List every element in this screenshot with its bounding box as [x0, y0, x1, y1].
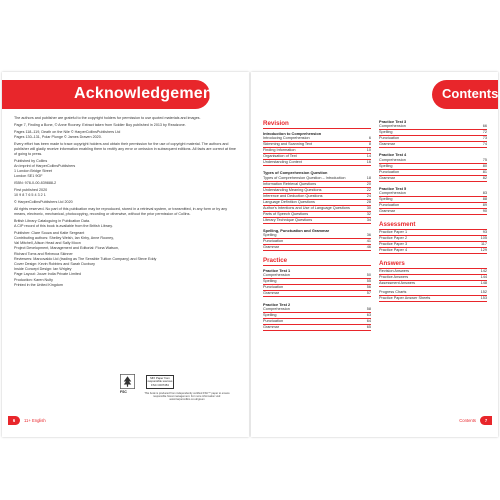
group-heading: Practice Test 3	[379, 118, 407, 124]
spacer	[379, 148, 487, 151]
entry-label: Understanding Context	[263, 159, 302, 164]
entry-label: Practice Paper 1	[379, 230, 408, 235]
entry-label: Practice Paper 2	[379, 236, 408, 241]
group-heading: Practice Test 1	[263, 267, 291, 273]
entry-label: Practice Paper Answer Sheets	[379, 296, 431, 301]
entry-page: 153	[480, 296, 487, 301]
isbn: ISBN: 978-0-00-839888-2	[14, 181, 57, 186]
entry-page: 16	[366, 159, 371, 164]
spacer	[379, 254, 487, 257]
contents-column-1	[263, 117, 371, 331]
copyright-line: © HarperCollinsPublishers Ltd 2020	[14, 200, 73, 204]
entry-page: 24	[366, 193, 371, 198]
entry-page: 36	[366, 233, 371, 238]
entry-page: 72	[482, 129, 487, 134]
entry-page: 50	[366, 273, 371, 278]
entry-label: Literary Technique Questions	[263, 217, 313, 222]
entry-page: 30	[366, 205, 371, 210]
publisher-address: Published by Collins An imprint of HarperCollinsPublishers 1 London Bridge Street London SE1 9GF	[14, 158, 76, 179]
entry-label: Grammar	[263, 245, 280, 250]
contents-entry[interactable]	[379, 296, 487, 302]
fsc-mix-box: MIX Paper from responsible sources FSC C007454	[146, 375, 174, 389]
entry-label: Spelling	[263, 312, 277, 317]
group-heading: Introduction to Comprehension	[263, 130, 322, 136]
entry-page: 58	[366, 306, 371, 311]
entry-page: 148	[480, 281, 487, 286]
fsc-certification	[120, 374, 240, 414]
entry-label: Revision Answers	[379, 269, 409, 274]
entry-page: 55	[366, 279, 371, 284]
entry-label: Spelling	[379, 129, 393, 134]
entry-page: 80	[482, 163, 487, 168]
entry-label: Grammar	[263, 324, 280, 329]
entry-label: Practice Answers	[379, 275, 409, 280]
entry-label: Author's Intentions and Use of Language Questions	[263, 205, 350, 210]
cip-record: British Library Cataloguing in Publication Data. A CIP record of this book is available from the British Library.	[14, 218, 113, 228]
entry-label: Punctuation	[263, 285, 284, 290]
entry-label: Practice Paper 4	[379, 248, 408, 253]
entry-label: Grammar	[379, 175, 396, 180]
entry-page: 34	[366, 217, 371, 222]
entry-page: 28	[366, 199, 371, 204]
entry-label: Comprehension	[379, 123, 406, 128]
group-heading: Spelling, Punctuation and Grammar	[263, 228, 330, 234]
section-heading-revision: Revision	[263, 120, 371, 129]
entry-label: Language Definition Questions	[263, 199, 315, 204]
entry-label: Comprehension	[379, 157, 406, 162]
acknowledgements-title: Acknowledgements	[74, 85, 228, 102]
entry-label: Punctuation	[379, 135, 400, 140]
spacer	[379, 182, 487, 185]
entry-page: 142	[480, 269, 487, 274]
entry-page: 22	[366, 187, 371, 192]
entry-page: 10	[366, 147, 371, 152]
entry-label: Punctuation	[263, 318, 284, 323]
entry-label: Assessment Answers	[379, 281, 416, 286]
entry-page: 63	[366, 312, 371, 317]
spacer	[263, 166, 371, 169]
spacer	[263, 297, 371, 300]
entry-label: Comprehension	[263, 306, 290, 311]
section-heading-answers: Answers	[379, 260, 487, 269]
ack-paragraph: Pages 118–119, Death on the Nile © HarperCollinsPublishers Ltd Pages 130–131, Polar Plunge © James Draven 2020.	[14, 129, 121, 139]
entry-page: 64	[366, 318, 371, 323]
group-heading: Types of Comprehension Question	[263, 170, 328, 176]
entry-page: 117	[480, 242, 487, 247]
entry-label: Spelling	[263, 279, 277, 284]
page-number: 7	[480, 416, 492, 425]
fsc-tree-icon	[120, 374, 135, 389]
entry-page: 57	[366, 291, 371, 296]
entry-page: 46	[366, 245, 371, 250]
edition-info: First published 2020 10 9 8 7 6 5 4 3 2 1	[14, 188, 48, 198]
entry-label: Understanding Meaning Questions	[263, 187, 322, 192]
group-heading: Practice Test 5	[379, 186, 407, 192]
entry-page: 66	[482, 123, 487, 128]
entry-label: Skimming and Scanning Text	[263, 141, 312, 146]
entry-label: Punctuation	[263, 239, 284, 244]
entry-label: Inference and Deduction Questions	[263, 193, 323, 198]
ack-paragraph: Page 7, Finding a Bone, © Anne Rooney. Extract taken from Soldier Boy published in 2013 by Readzone.	[14, 122, 186, 127]
entry-label: Spelling	[379, 197, 393, 202]
entry-page: 152	[480, 290, 487, 295]
spacer	[263, 224, 371, 227]
spacer	[263, 251, 371, 254]
credits: Publisher: Clare Souza and Katie Sergeant Contributing authors: Shelley Welsh, Ian Kirby, Anne Rooney, Val Mitchell, Alison Head and Sally Moon Project Development, Management and Editorial: Fiona Watson, Richard Toms and Rebecca Skinner Reviewers: Marcovaldo Ltd (trading as The Sensible Tuition Company) and Steve Eddy Cover Design: Kevin Robbins and Sarah Duxbury Inside Concept Design: Ian Wrigley Page Layout: Jouve India Private Limited Production: Karen Nulty Printed in the United Kingdom	[14, 230, 157, 287]
entry-page: 18	[366, 175, 371, 180]
entry-page: 83	[482, 191, 487, 196]
entry-page: 81	[482, 169, 487, 174]
entry-label: Information Retrieval Questions	[263, 181, 317, 186]
contents-title: Contents	[442, 86, 498, 101]
section-heading-practice: Practice	[263, 257, 371, 266]
entry-label: Grammar	[263, 291, 280, 296]
entry-page: 82	[482, 175, 487, 180]
entry-page: 41	[366, 239, 371, 244]
entry-page: 144	[480, 275, 487, 280]
entry-page: 75	[482, 157, 487, 162]
entry-page: 32	[366, 211, 371, 216]
acknowledgements-body	[14, 116, 236, 290]
entry-label: Comprehension	[263, 273, 290, 278]
entry-label: Grammar	[379, 209, 396, 214]
entry-page: 89	[482, 203, 487, 208]
group-heading: Practice Test 2	[263, 301, 291, 307]
acknowledgements-page	[2, 72, 249, 437]
entry-label: Spelling	[379, 163, 393, 168]
contents-column-2	[379, 117, 487, 302]
entry-label: Types of Comprehension Question – Introduction	[263, 175, 346, 180]
entry-page: 88	[482, 197, 487, 202]
spacer	[379, 215, 487, 218]
entry-page: 14	[366, 153, 371, 158]
contents-banner	[432, 80, 498, 109]
entry-page: 56	[366, 285, 371, 290]
left-footer	[2, 416, 72, 425]
entry-label: Progress Charts	[379, 290, 407, 295]
entry-page: 129	[480, 248, 487, 253]
entry-page: 74	[482, 141, 487, 146]
contents-page	[251, 72, 498, 437]
footer-label: 11+ English	[24, 418, 46, 423]
entry-label: Practice Paper 3	[379, 242, 408, 247]
entry-page: 8	[368, 141, 371, 146]
page-number: 6	[8, 416, 20, 425]
contents-entry[interactable]	[263, 325, 371, 331]
entry-label: Comprehension	[379, 191, 406, 196]
entry-label: Parts of Speech Questions	[263, 211, 309, 216]
entry-label: Introducing Comprehension	[263, 135, 310, 140]
entry-page: 90	[482, 209, 487, 214]
entry-label: Spelling	[263, 233, 277, 238]
entry-label: Grammar	[379, 141, 396, 146]
section-heading-assessment: Assessment	[379, 221, 487, 230]
ack-paragraph: Every effort has been made to trace copyright holders and obtain their permission for the use of copyright material. The authors and publisher will gladly receive information enabling them to rectify any error or omission in subsequent editions. All facts are correct at time of going to press.	[14, 141, 236, 156]
acknowledgements-banner	[2, 80, 228, 109]
fsc-note: This book is produced from independently certified FSC™ paper to ensure responsible forest management. For more information visit: www.harpercollins.co.uk/green	[144, 392, 230, 402]
fsc-label: FSC	[120, 390, 127, 394]
entry-page: 65	[366, 324, 371, 329]
entry-page: 93	[482, 230, 487, 235]
right-footer	[428, 416, 498, 425]
entry-page: 73	[482, 135, 487, 140]
entry-page: 20	[366, 181, 371, 186]
entry-page: 6	[368, 135, 371, 140]
entry-label: Punctuation	[379, 169, 400, 174]
entry-label: Punctuation	[379, 203, 400, 208]
footer-label: Contents	[459, 418, 476, 423]
group-heading: Practice Test 4	[379, 152, 407, 158]
entry-page: 105	[480, 236, 487, 241]
entry-label: Organisation of Text	[263, 153, 297, 158]
ack-paragraph: The authors and publisher are grateful to the copyright holders for permission to use quoted materials and images.	[14, 116, 201, 120]
rights-reserved: All rights reserved. No part of this publication may be reproduced, stored in a retrieval system, or transmitted, in any form or by any means, electronic, mechanical, photocopying, recording or otherwise, without the prior permission of Collins.	[14, 206, 228, 216]
entry-label: Finding Information	[263, 147, 296, 152]
